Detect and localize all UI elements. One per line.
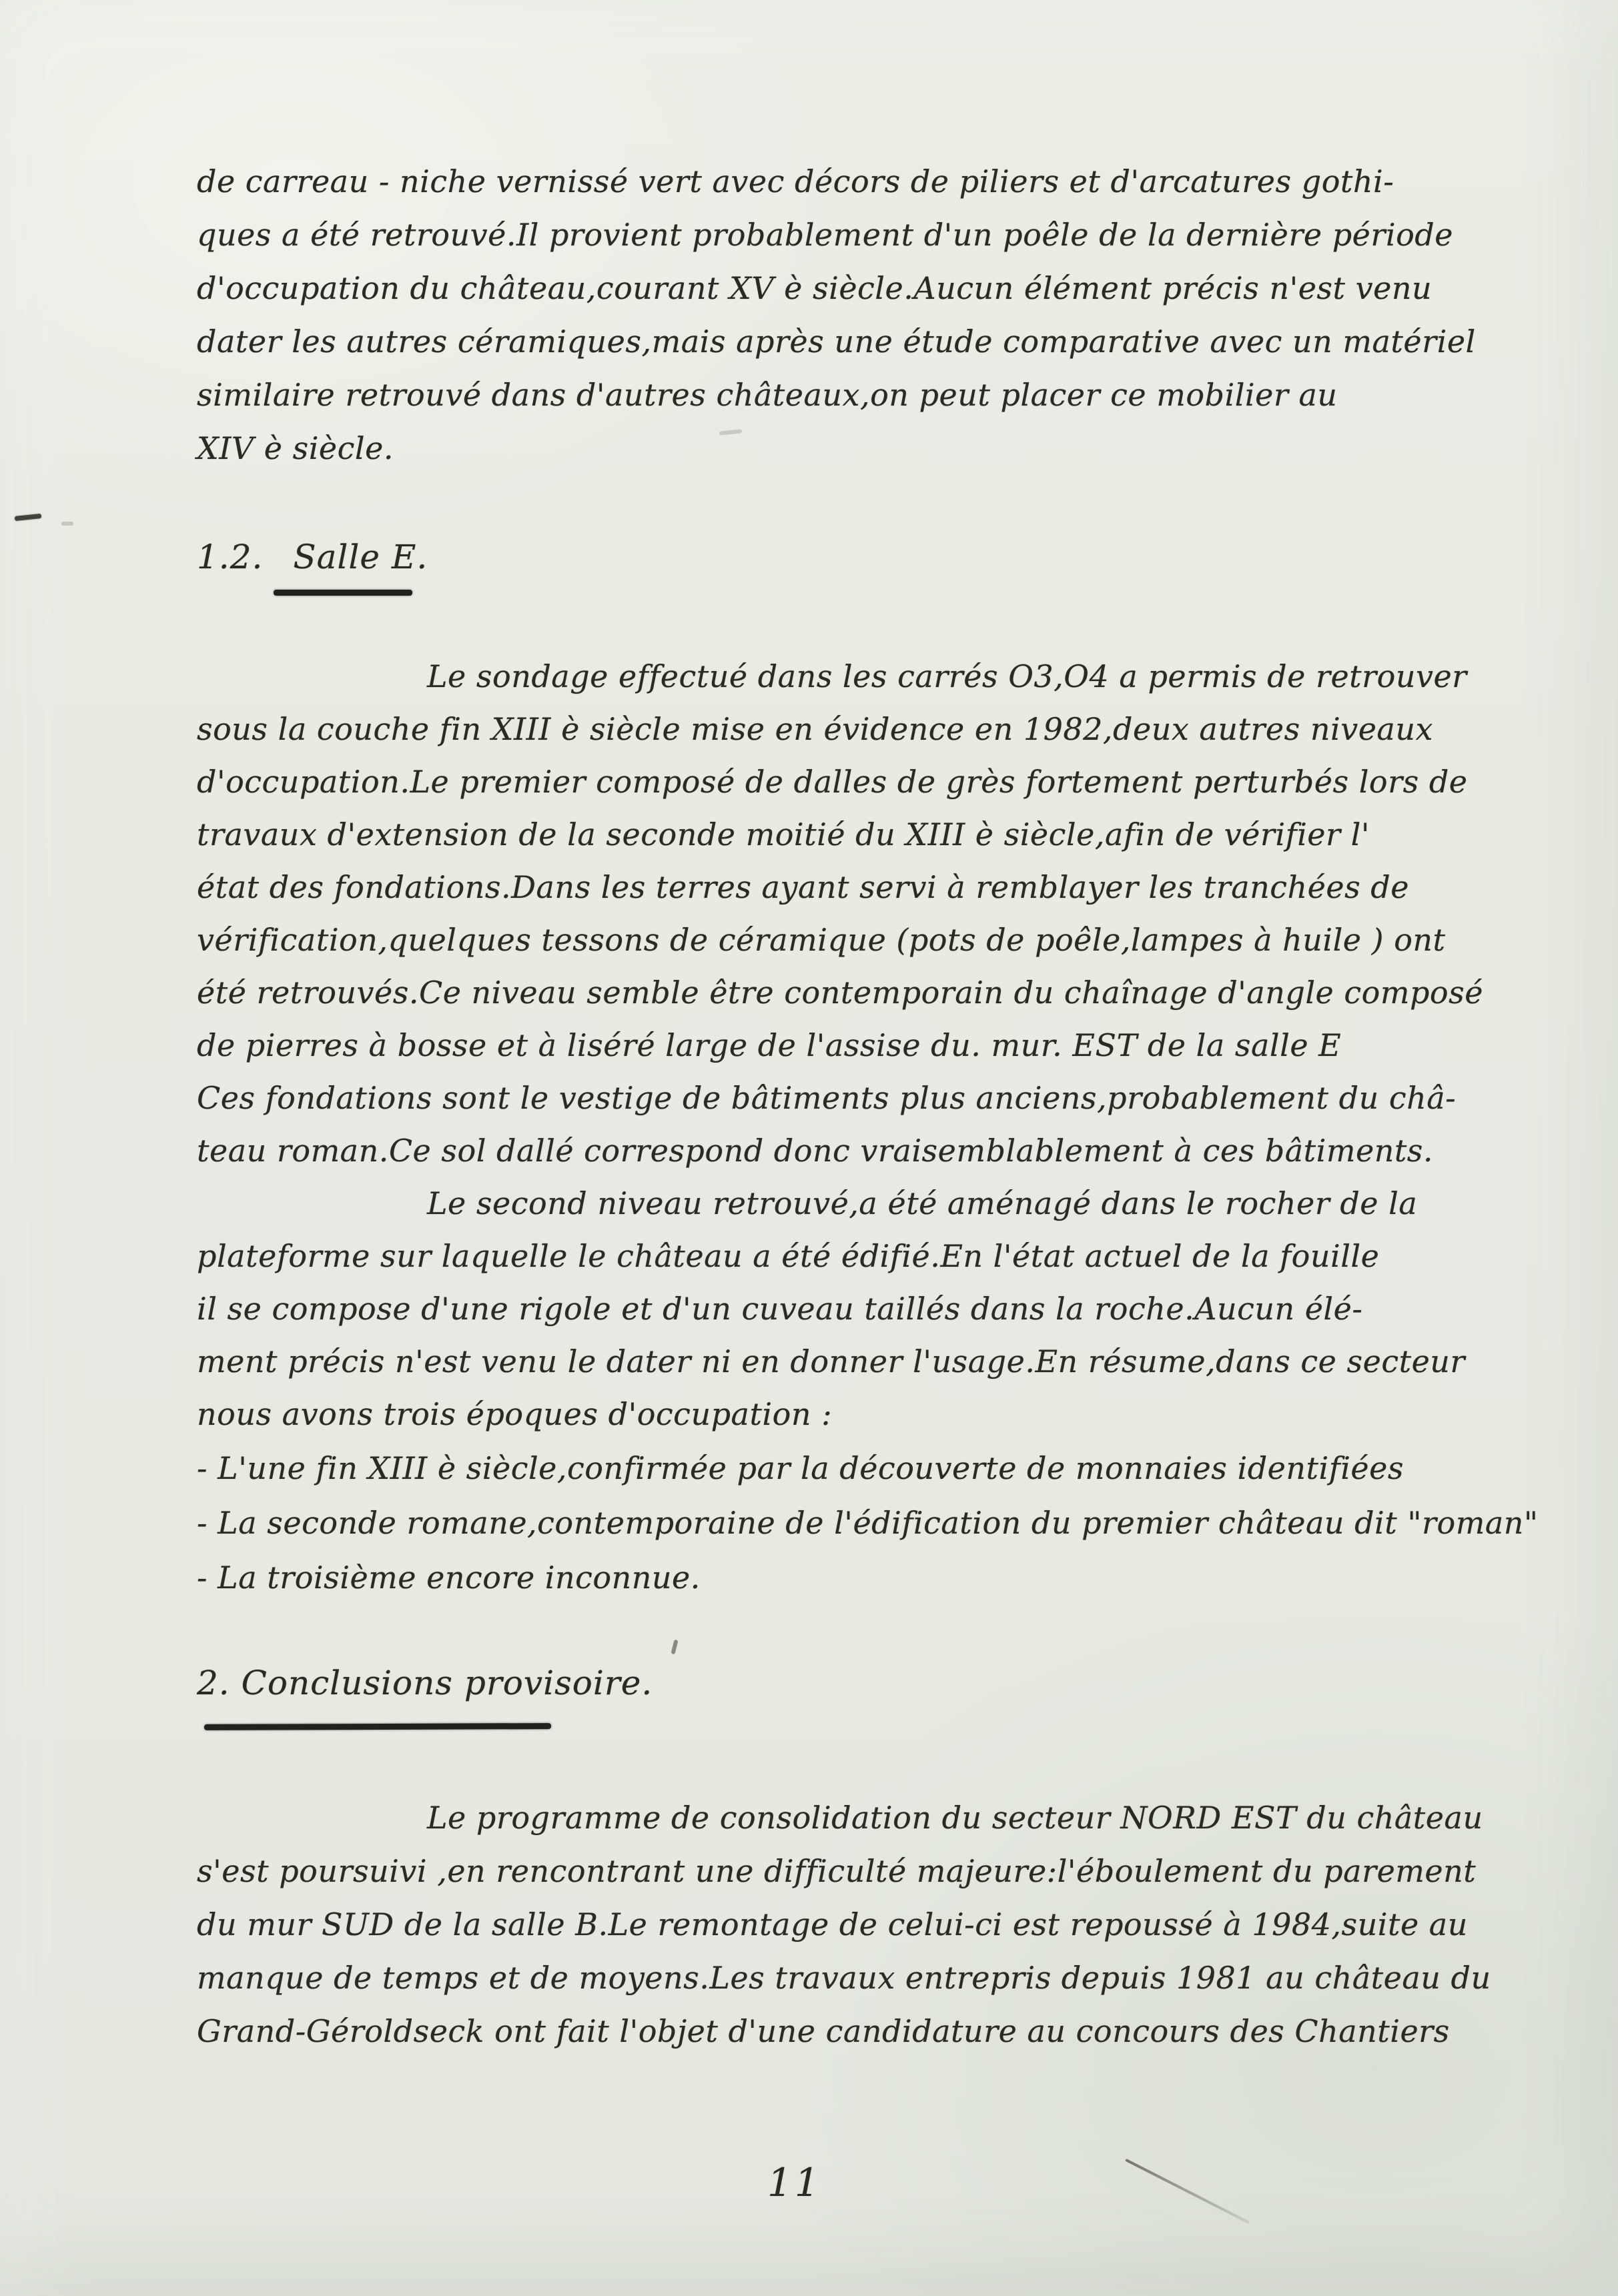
text-line: ment précis n'est venu le dater ni en donner l'usage.En résume,dans ce secteur	[197, 1343, 1465, 1379]
text-line: état des fondations.Dans les terres ayant servi à remblayer les tranchées de	[197, 869, 1409, 905]
pencil-stroke-mark	[1125, 2159, 1250, 2224]
text-line: Le programme de consolidation du secteur NORD EST du château	[427, 1800, 1483, 1836]
text-line: manque de temps et de moyens.Les travaux entrepris depuis 1981 au château du	[197, 1960, 1491, 1996]
text-line: sous la couche fin XIII è siècle mise en évidence en 1982,deux autres niveaux	[197, 711, 1433, 747]
text-line: s'est poursuivi ,en rencontrant une difficulté majeure:l'éboulement du parement	[197, 1853, 1477, 1889]
heading-title: 2. Conclusions provisoire.	[197, 1664, 653, 1702]
text-line: travaux d'extension de la seconde moitié du XIII è siècle,afin de vérifier l'	[197, 816, 1370, 852]
text-line: Grand-Géroldseck ont fait l'objet d'une candidature au concours des Chantiers	[197, 2013, 1450, 2049]
heading-title: Salle E.	[293, 538, 428, 576]
list-item: - La seconde romane,contemporaine de l'édification du premier château dit "roman"	[197, 1505, 1539, 1541]
paragraph-2	[197, 650, 1483, 1441]
heading-underline	[274, 590, 412, 596]
occupation-epochs-list	[197, 1441, 1539, 1605]
text-line: il se compose d'une rigole et d'un cuveau taillés dans la roche.Aucun élé-	[197, 1291, 1363, 1327]
list-item: - L'une fin XIII è siècle,confirmée par la découverte de monnaies identifiées	[197, 1450, 1404, 1486]
text-line: dater les autres céramiques,mais après une étude comparative avec un matériel	[197, 324, 1476, 360]
text-line: ques a été retrouvé.Il provient probablement d'un poêle de la dernière période	[197, 217, 1453, 253]
text-line: Ces fondations sont le vestige de bâtiments plus anciens,probablement du châ-	[197, 1080, 1457, 1116]
list-item: - La troisième encore inconnue.	[197, 1560, 701, 1596]
text-line: XIV è siècle.	[197, 430, 394, 466]
text-line: du mur SUD de la salle B.Le remontage de celui-ci est repoussé à 1984,suite au	[197, 1906, 1468, 1942]
section-heading-1-2	[197, 538, 428, 576]
heading-underline	[204, 1723, 551, 1730]
text-line: d'occupation du château,courant XV è siècle.Aucun élément précis n'est venu	[197, 270, 1433, 306]
text-line: Le second niveau retrouvé,a été aménagé dans le rocher de la	[427, 1185, 1418, 1221]
text-line: teau roman.Ce sol dallé correspond donc vraisemblablement à ces bâtiments.	[197, 1133, 1434, 1169]
text-line: été retrouvés.Ce niveau semble être contemporain du chaînage d'angle composé	[197, 975, 1483, 1011]
section-heading-2	[197, 1664, 653, 1702]
text-line: nous avons trois époques d'occupation :	[197, 1396, 833, 1432]
page-number: 11	[767, 2160, 822, 2205]
heading-number: 1.2.	[197, 538, 264, 576]
text-line: de pierres à bosse et à liséré large de l'assise du. mur. EST de la salle E	[197, 1027, 1342, 1063]
text-line: Le sondage effectué dans les carrés O3,O4 a permis de retrouver	[427, 658, 1467, 694]
text-line: plateforme sur laquelle le château a été édifié.En l'état actuel de la fouille	[197, 1238, 1380, 1274]
margin-dot-mark	[61, 522, 73, 526]
text-line: d'occupation.Le premier composé de dalles de grès fortement perturbés lors de	[197, 764, 1468, 800]
margin-dash-mark	[15, 514, 42, 521]
text-line: de carreau - niche vernissé vert avec décors de piliers et d'arcatures gothi-	[197, 163, 1394, 199]
ink-speck-mark	[671, 1640, 678, 1655]
text-line: vérification,quelques tessons de céramique (pots de poêle,lampes à huile ) ont	[197, 922, 1446, 958]
paragraph-1	[197, 155, 1476, 475]
text-line: similaire retrouvé dans d'autres châteaux,on peut placer ce mobilier au	[197, 377, 1338, 413]
paragraph-3	[197, 1791, 1491, 2058]
